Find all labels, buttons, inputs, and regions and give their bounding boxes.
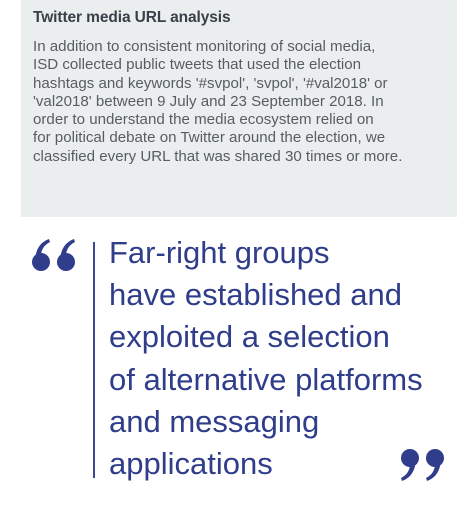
quote-rule: [93, 242, 95, 478]
body-line: In addition to consistent monitoring of social media,: [33, 38, 376, 55]
pull-quote-line: and messaging: [109, 403, 320, 439]
pull-quote-line: of alternative platforms: [109, 361, 423, 397]
body-line: ISD collected public tweets that used the election: [33, 56, 362, 74]
sidebar-box: [21, 0, 457, 217]
pull-quote-line: have established and: [109, 277, 403, 313]
box-heading: Twitter media URL analysis: [33, 9, 231, 26]
opening-quotation-marks-icon: [30, 236, 82, 276]
pull-quote-line: applications: [109, 446, 273, 482]
closing-quotation-marks-icon: [398, 446, 448, 486]
body-line: for political debate on Twitter around the election, we: [33, 129, 386, 147]
pull-quote-line: Far-right groups: [109, 235, 330, 270]
pull-quote-line: exploited a selection: [109, 319, 390, 355]
body-line: order to understand the media ecosystem relied on: [33, 111, 374, 129]
pull-quote: [109, 232, 423, 485]
body-line: classified every URL that was shared 30 times or more.: [33, 147, 403, 165]
body-line: hashtags and keywords '#svpol', 'svpol', '#val2018' or: [33, 74, 388, 92]
box-body-text: [33, 38, 453, 166]
body-line: 'val2018' between 9 July and 23 September 2018. In: [33, 92, 384, 110]
